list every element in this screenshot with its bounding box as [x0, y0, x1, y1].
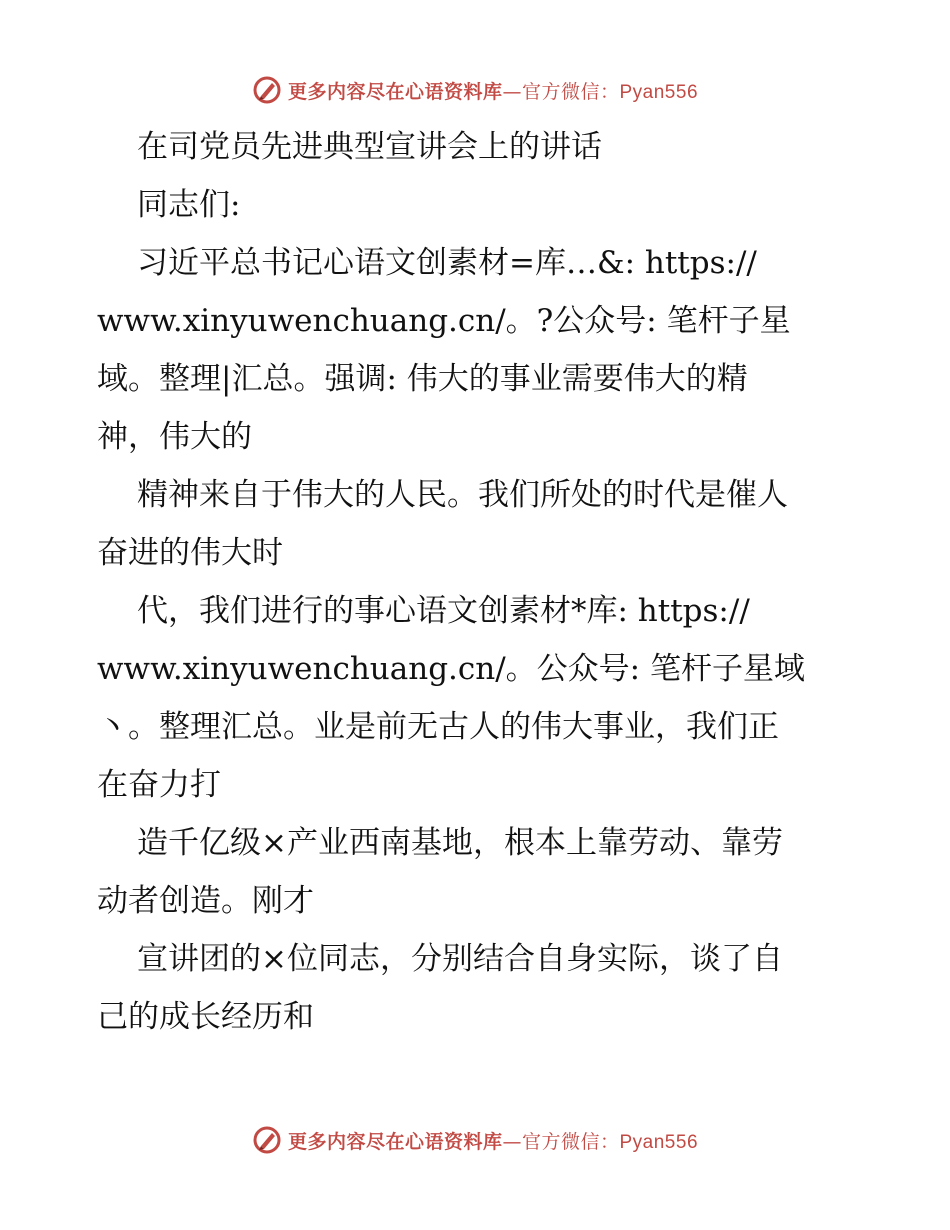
- banner-account: Pyan556: [619, 81, 699, 103]
- banner-account: Pyan556: [619, 1131, 699, 1153]
- paragraph-line: 习近平总书记心语文创素材=库…&: https://: [137, 245, 757, 281]
- paragraph-line: 造千亿级×产业西南基地，根本上靠劳动、靠劳: [137, 825, 783, 861]
- footer-banner: [0, 1120, 950, 1160]
- pen-logo-icon: [252, 75, 282, 105]
- paragraph-line: 在司党员先进典型宣讲会上的讲话: [137, 129, 602, 165]
- paragraph-line: 代，我们进行的事心语文创素材*库: https://: [137, 593, 750, 629]
- paragraph-line: 动者创造。刚才: [97, 883, 314, 919]
- paragraph-line: 神，伟大的: [97, 419, 252, 455]
- paragraph-line: www.xinyuwenchuang.cn/。公众号: 笔杆子星域: [97, 651, 805, 687]
- banner-separator: —: [502, 1130, 522, 1153]
- banner-official-label: 官方微信：: [521, 1130, 620, 1153]
- paragraph-line: 宣讲团的×位同志，分别结合自身实际，谈了自: [137, 941, 783, 977]
- paragraph-line: 奋进的伟大时: [97, 535, 283, 571]
- paragraph-line: www.xinyuwenchuang.cn/。?公众号: 笔杆子星: [97, 303, 791, 339]
- banner-text-group: [288, 1127, 698, 1154]
- paragraph-line: 在奋力打: [97, 767, 221, 803]
- header-banner: [0, 70, 950, 110]
- paragraph-line: 域。整理|汇总。强调: 伟大的事业需要伟大的精: [97, 361, 748, 397]
- banner-official-label: 官方微信：: [521, 80, 620, 103]
- banner-title: 更多内容尽在心语资料库: [287, 1130, 503, 1153]
- pen-logo-icon: [252, 1125, 282, 1155]
- banner-text-group: [288, 77, 698, 104]
- banner-separator: —: [502, 80, 522, 103]
- paragraph-line: 精神来自于伟大的人民。我们所处的时代是催人: [137, 477, 788, 513]
- document-body: [97, 118, 857, 1046]
- paragraph-line: 丶。整理汇总。业是前无古人的伟大事业，我们正: [97, 709, 779, 745]
- paragraph-line: 同志们:: [137, 187, 241, 223]
- banner-title: 更多内容尽在心语资料库: [287, 80, 503, 103]
- paragraph-line: 己的成长经历和: [97, 999, 314, 1035]
